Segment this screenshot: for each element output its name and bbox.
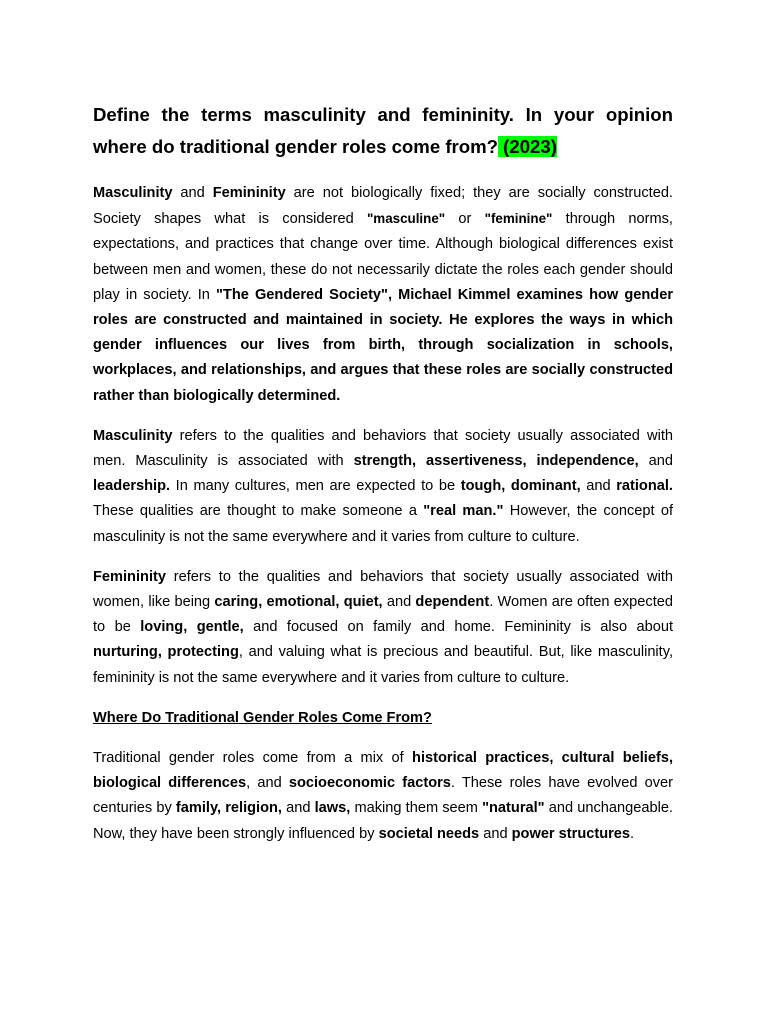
emphasis-text: dependent: [415, 594, 490, 611]
paragraph-masculinity: [93, 424, 673, 550]
emphasis-text: leadership.: [93, 478, 171, 495]
emphasis-text: tough, dominant,: [460, 478, 581, 495]
paragraph-origins: [93, 746, 673, 847]
quoted-feminine: "feminine": [484, 211, 553, 227]
text-run: and unchangeable. Now, they have been strongly influenced by: [93, 800, 673, 842]
section-subheading: Where Do Traditional Gender Roles Come From?: [93, 709, 432, 726]
text-run: However, the concept of masculinity is not the same everywhere and it varies from culture to culture.: [93, 503, 674, 545]
text-run: and: [281, 800, 315, 817]
text-run: and: [479, 825, 512, 842]
text-run: These qualities are thought to make someone a: [93, 503, 424, 520]
kimmel-citation: "The Gendered Society", Michael Kimmel examines how gender roles are constructed and maintained in society. He explores the ways in which gender influences our lives from birth, through socialization in schools, workplaces, and relationships, and argues that these roles are socially constructed rather than biologically determined.: [93, 286, 673, 404]
text-run: .: [630, 825, 635, 842]
text-run: . Women are often expected to be: [93, 594, 673, 636]
term-femininity: Femininity: [212, 185, 286, 201]
emphasis-text: "natural": [482, 800, 545, 817]
text-run: . These roles have evolved over centuries by: [93, 775, 674, 817]
emphasis-text: historical practices, cultural beliefs, biological differences: [93, 750, 673, 792]
text-run: and: [638, 453, 674, 470]
text-run: Traditional gender roles come from a mix of: [93, 750, 413, 767]
text-run: refers to the qualities and behaviors that society usually associated with men. Masculinity is associated with: [93, 427, 673, 470]
emphasis-text: socioeconomic factors: [288, 775, 451, 792]
text-run: and: [382, 594, 416, 611]
paragraph-femininity: [93, 565, 673, 691]
emphasis-text: rational.: [616, 478, 673, 495]
text-run: are not biologically fixed; they are socially constructed. Society shapes what is considered: [93, 185, 673, 228]
term-masculinity: Masculinity: [93, 427, 173, 444]
question-heading: [93, 99, 673, 163]
question-text: Define the terms masculinity and femininity. In your opinion where do traditional gender roles come from?: [93, 104, 673, 157]
emphasis-text: "real man.": [423, 503, 504, 520]
emphasis-text: strength, assertiveness, independence,: [353, 453, 639, 470]
paragraph-intro: [93, 181, 673, 409]
term-femininity: Femininity: [93, 568, 166, 585]
emphasis-text: power structures: [511, 825, 631, 842]
text-run: , and: [246, 775, 289, 792]
emphasis-text: nurturing, protecting: [93, 644, 239, 661]
text-run: or: [445, 211, 485, 228]
emphasis-text: family, religion,: [175, 800, 282, 817]
year-highlight: (2023): [498, 136, 557, 157]
text-run: and: [580, 478, 617, 495]
emphasis-text: societal needs: [378, 825, 480, 842]
text-run: making them seem: [350, 800, 483, 817]
emphasis-text: laws,: [314, 800, 351, 817]
term-masculinity: Masculinity: [93, 185, 173, 201]
emphasis-text: caring, emotional, quiet,: [214, 594, 383, 611]
text-run: In many cultures, men are expected to be: [170, 478, 461, 495]
text-run: refers to the qualities and behaviors that society usually associated with women, like being: [93, 568, 673, 611]
text-run: and: [172, 185, 213, 201]
text-run: through norms, expectations, and practices that change over time. Although biological differences exist between men and women, these do not necessarily dictate the roles each gender should play in society. In: [93, 211, 673, 303]
quoted-masculine: "masculine": [366, 211, 446, 227]
text-run: , and valuing what is precious and beautiful. But, like masculinity, femininity is not the same everywhere and it varies from culture to culture.: [93, 644, 673, 686]
text-run: and focused on family and home. Femininity is also about: [243, 619, 674, 636]
emphasis-text: loving, gentle,: [140, 619, 244, 636]
